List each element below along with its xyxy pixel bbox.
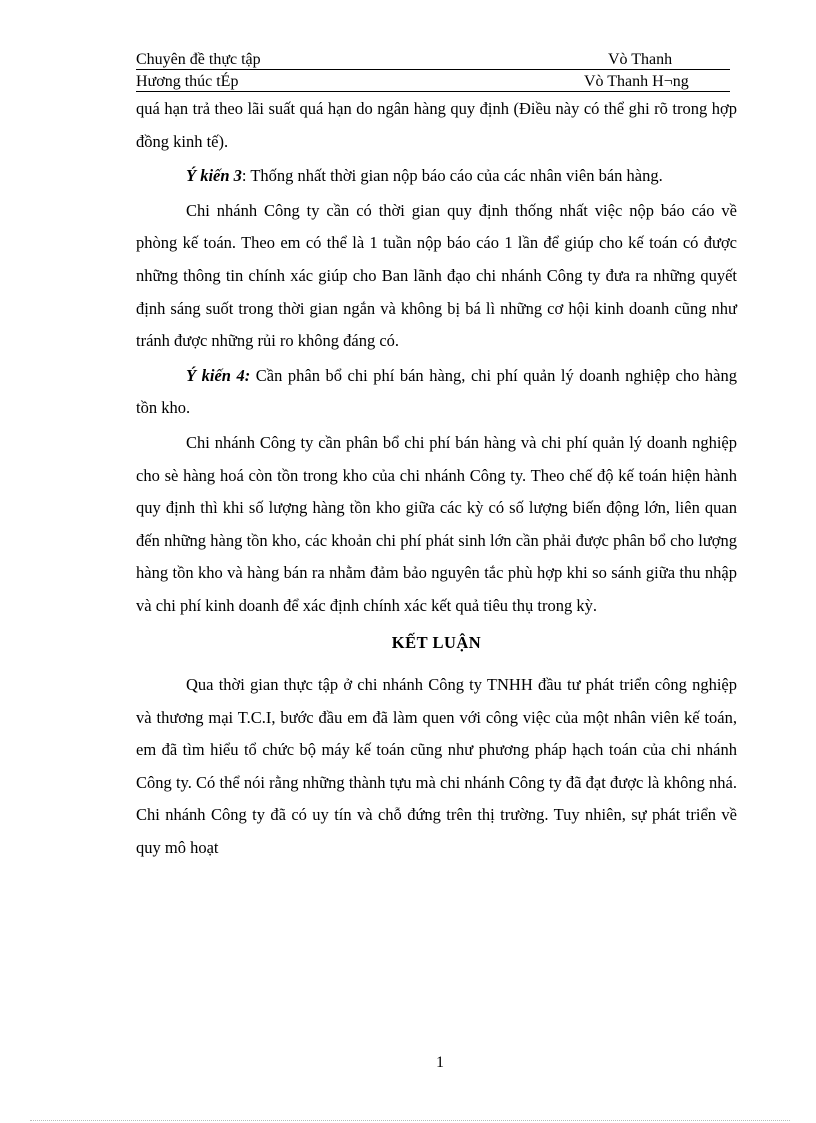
paragraph-continuation: quá hạn trả theo lãi suất quá hạn do ngân hàng quy định (Điều này có thể ghi rõ trong hợp đồng kinh tế). bbox=[136, 99, 737, 151]
opinion-4-text: Cần phân bổ chi phí bán hàng, chi phí quản lý doanh nghiệp cho hàng tồn kho. bbox=[136, 365, 737, 418]
header-rule-2 bbox=[136, 91, 730, 92]
page-bottom-border bbox=[30, 1120, 790, 1121]
header-line-1 bbox=[136, 50, 730, 70]
header-author-full: Vò Thanh H¬ng bbox=[584, 73, 689, 90]
opinion-3-label: Ý kiến 3 bbox=[186, 166, 242, 186]
conclusion-heading: KẾT LUẬN bbox=[391, 632, 482, 652]
opinion-3-text: : Thống nhất thời gian nộp báo cáo của các nhân viên bán hàng. bbox=[241, 166, 663, 186]
paragraph-opinion-4 bbox=[136, 360, 737, 425]
page-number: 1 bbox=[436, 1054, 444, 1071]
header-title: Chuyên đề thực tập bbox=[136, 51, 261, 68]
header-author: Vò Thanh bbox=[608, 51, 673, 68]
paragraph-opinion-3-detail: Chi nhánh Công ty cần có thời gian quy định thống nhất việc nộp báo cáo về phòng kế toán. Theo em có thể là 1 tuần nộp báo cáo 1 lần để giúp cho kế toán có được những thông tin chính xác giúp cho Ban lãnh đạo chi nhánh Công ty đưa ra những quyết định sáng suốt trong thời gian ngắn và không bị bá lì những cơ hội kinh doanh cũng như tránh được những rủi ro không đáng có. bbox=[136, 200, 737, 351]
header-subtitle: Hương thúc tÉp bbox=[136, 73, 239, 90]
paragraph-conclusion: Qua thời gian thực tập ở chi nhánh Công ty TNHH đầu tư phát triển công nghiệp và thương mại T.C.I, bước đầu em đã làm quen với công việc của một nhân viên kế toán, em đã tìm hiểu tổ chức bộ máy kế toán cũng như phương pháp hạch toán của chi nhánh Công ty. Có thể nói rằng những thành tựu mà chi nhánh Công ty đã đạt được là không nhá. Chi nhánh Công ty đã có uy tín và chỗ đứng trên thị trường. Tuy nhiên, sự phát triển về quy mô hoạt bbox=[136, 675, 737, 858]
header-line-2 bbox=[136, 72, 730, 92]
document-body bbox=[136, 93, 737, 865]
paragraph-opinion-3 bbox=[136, 160, 737, 193]
paragraph-opinion-4-detail: Chi nhánh Công ty cần phân bổ chi phí bán hàng và chi phí quản lý doanh nghiệp cho sè hàng hoá còn tồn trong kho của chi nhánh Công ty. Theo chế độ kế toán hiện hành quy định thì khi số lượng hàng tồn kho giữa các kỳ có số lượng biến động lớn, liên quan đến những hàng tồn kho, các khoản chi phí phát sinh lớn cần phải được phân bổ cho lượng hàng tồn kho và hàng bán ra nhằm đảm bảo nguyên tắc phù hợp khi so sánh giữa thu nhập và chi phí kinh doanh để xác định chính xác kết quả tiêu thụ trong kỳ. bbox=[136, 432, 737, 615]
opinion-4-label: Ý kiến 4: bbox=[186, 365, 251, 385]
header-rule-1 bbox=[136, 69, 730, 70]
